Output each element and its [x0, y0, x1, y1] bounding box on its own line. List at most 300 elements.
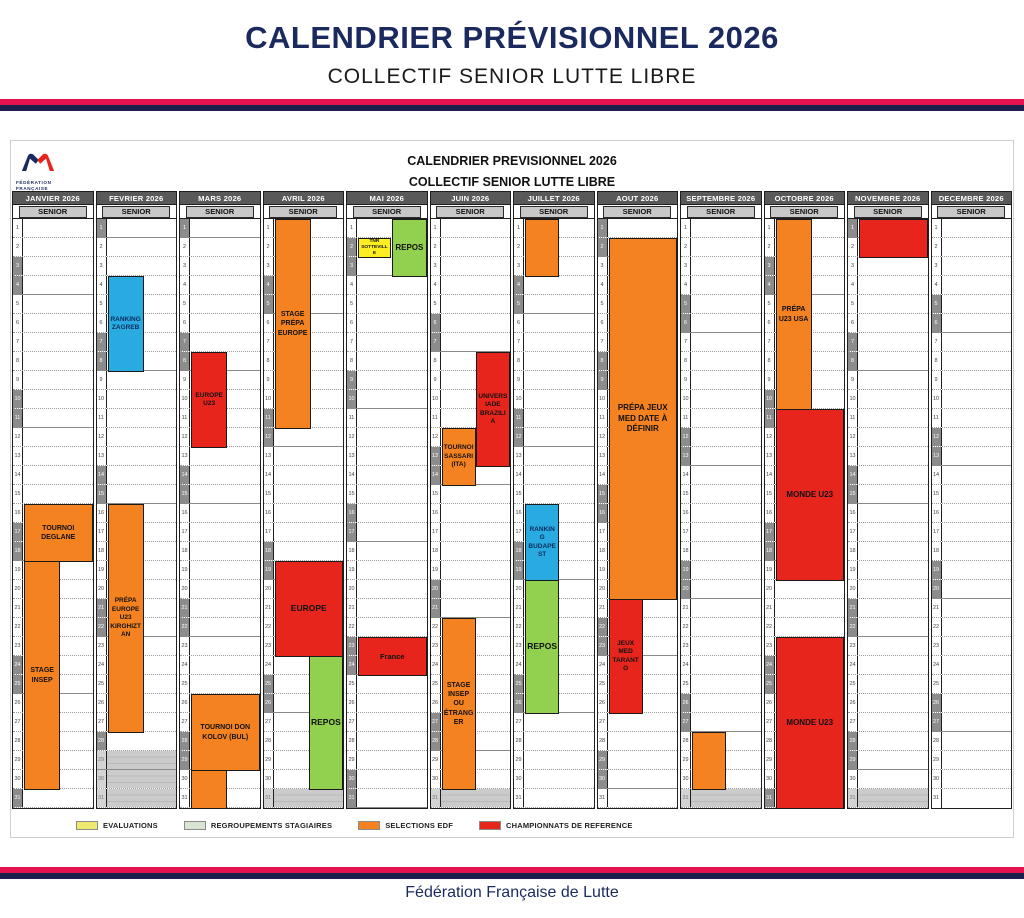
- day-row: [13, 276, 93, 295]
- day-area: [357, 333, 427, 351]
- month-column: [179, 191, 261, 809]
- senior-row: [598, 205, 678, 219]
- day-number-cell: 16: [932, 504, 942, 522]
- day-row: [932, 219, 1012, 238]
- day-number-cell: 7: [598, 333, 608, 351]
- day-row: [932, 371, 1012, 390]
- day-row: [681, 485, 761, 504]
- day-area: [23, 485, 93, 503]
- day-number-cell: 2: [848, 238, 858, 256]
- day-area: [858, 751, 928, 769]
- day-area: [942, 523, 1012, 541]
- day-number-cell: 21: [347, 599, 357, 617]
- day-row: [598, 789, 678, 808]
- day-area: [524, 447, 594, 465]
- day-number-cell: 24: [598, 656, 608, 674]
- day-number-cell: 7: [932, 333, 942, 351]
- day-number-cell: 19: [13, 561, 23, 579]
- day-row: [932, 599, 1012, 618]
- day-row: [848, 675, 928, 694]
- event-block: France: [358, 637, 427, 676]
- event-block: REPOS: [309, 656, 343, 790]
- day-area: [107, 447, 177, 465]
- day-number-cell: 20: [97, 580, 107, 598]
- day-row: [347, 618, 427, 637]
- day-area: [942, 352, 1012, 370]
- day-area: [274, 789, 344, 807]
- day-row: [180, 295, 260, 314]
- day-number-cell: 9: [180, 371, 190, 389]
- day-area: [858, 257, 928, 275]
- day-area: [23, 352, 93, 370]
- day-number-cell: 24: [514, 656, 524, 674]
- day-number-cell: 27: [681, 713, 691, 731]
- event-block: STAGE INSEP OU ÉTRANGER: [442, 618, 476, 790]
- day-number-cell: 16: [598, 504, 608, 522]
- day-number-cell: 25: [681, 675, 691, 693]
- day-area: [608, 219, 678, 237]
- day-number-cell: 28: [264, 732, 274, 750]
- senior-row: [514, 205, 594, 219]
- day-area: [858, 656, 928, 674]
- day-row: [13, 390, 93, 409]
- day-number-cell: 16: [514, 504, 524, 522]
- day-row: [848, 276, 928, 295]
- day-number-cell: 23: [264, 637, 274, 655]
- day-number-cell: 27: [598, 713, 608, 731]
- day-number-cell: 12: [264, 428, 274, 446]
- day-row: [431, 314, 511, 333]
- senior-row: [932, 205, 1012, 219]
- day-row: [765, 599, 845, 618]
- header-divider: [0, 99, 1024, 111]
- event-block: TOURNOI DON KOLOV (BUL): [191, 694, 260, 771]
- day-row: [681, 694, 761, 713]
- day-number-cell: 21: [932, 599, 942, 617]
- day-row: [13, 789, 93, 808]
- day-number-cell: 13: [848, 447, 858, 465]
- day-number-cell: 22: [13, 618, 23, 636]
- month-column: [96, 191, 178, 809]
- day-area: [691, 409, 761, 427]
- day-area: [107, 428, 177, 446]
- day-row: [431, 599, 511, 618]
- day-number-cell: 31: [598, 789, 608, 807]
- day-number-cell: 21: [681, 599, 691, 617]
- day-row: [848, 447, 928, 466]
- day-row: [848, 732, 928, 751]
- day-area: [942, 618, 1012, 636]
- day-area: [441, 599, 511, 617]
- day-number-cell: 29: [765, 751, 775, 769]
- month-header: AOUT 2026: [598, 192, 678, 205]
- day-number-cell: 10: [347, 390, 357, 408]
- day-area: [608, 713, 678, 731]
- day-number-cell: 16: [848, 504, 858, 522]
- day-row: [347, 542, 427, 561]
- day-grid: [180, 219, 260, 808]
- day-number-cell: 15: [765, 485, 775, 503]
- day-area: [691, 447, 761, 465]
- day-area: [107, 732, 177, 750]
- day-area: [441, 219, 511, 237]
- month-header: JUILLET 2026: [514, 192, 594, 205]
- day-number-cell: 13: [97, 447, 107, 465]
- day-row: [848, 257, 928, 276]
- day-number-cell: 28: [431, 732, 441, 750]
- day-row: [514, 390, 594, 409]
- day-number-cell: 13: [514, 447, 524, 465]
- day-number-cell: 18: [13, 542, 23, 560]
- senior-row: [180, 205, 260, 219]
- day-area: [942, 789, 1012, 808]
- day-area: [190, 276, 260, 294]
- senior-subheader: SENIOR: [102, 206, 170, 218]
- day-number-cell: 9: [97, 371, 107, 389]
- day-row: [264, 485, 344, 504]
- event-block: STAGE INSEP: [24, 561, 60, 790]
- day-number-cell: 26: [848, 694, 858, 712]
- day-area: [858, 523, 928, 541]
- day-number-cell: 30: [347, 770, 357, 788]
- day-number-cell: 22: [264, 618, 274, 636]
- day-area: [608, 789, 678, 807]
- day-number-cell: 14: [932, 466, 942, 484]
- day-row: [932, 542, 1012, 561]
- day-number-cell: 21: [13, 599, 23, 617]
- day-number-cell: 31: [97, 789, 107, 807]
- day-area: [691, 618, 761, 636]
- day-number-cell: 27: [264, 713, 274, 731]
- day-area: [524, 314, 594, 332]
- day-area: [524, 428, 594, 446]
- day-area: [858, 485, 928, 503]
- event-block: TOURNOI DEGLANE: [24, 504, 93, 562]
- day-row: [848, 751, 928, 770]
- day-row: [932, 409, 1012, 428]
- day-row: [848, 352, 928, 371]
- day-area: [858, 561, 928, 579]
- day-number-cell: 25: [264, 675, 274, 693]
- day-number-cell: 11: [681, 409, 691, 427]
- day-number-cell: 2: [13, 238, 23, 256]
- day-number-cell: 10: [180, 390, 190, 408]
- day-number-cell: 19: [932, 561, 942, 579]
- day-row: [848, 523, 928, 542]
- event-block: PRÉPA U23 USA: [776, 219, 812, 410]
- day-row: [264, 523, 344, 542]
- day-area: [274, 466, 344, 484]
- day-area: [775, 580, 845, 598]
- day-number-cell: 26: [598, 694, 608, 712]
- day-area: [942, 219, 1012, 237]
- day-area: [858, 580, 928, 598]
- day-row: [264, 789, 344, 808]
- day-number-cell: 31: [13, 789, 23, 807]
- day-row: [598, 770, 678, 789]
- day-number-cell: 5: [264, 295, 274, 313]
- day-number-cell: 21: [598, 599, 608, 617]
- day-row: [97, 751, 177, 770]
- day-number-cell: 29: [681, 751, 691, 769]
- day-number-cell: 2: [264, 238, 274, 256]
- day-row: [180, 276, 260, 295]
- day-number-cell: 14: [97, 466, 107, 484]
- day-row: [97, 390, 177, 409]
- day-row: [347, 580, 427, 599]
- day-area: [942, 333, 1012, 351]
- day-area: [357, 466, 427, 484]
- day-number-cell: 23: [848, 637, 858, 655]
- day-number-cell: 15: [97, 485, 107, 503]
- day-number-cell: 10: [514, 390, 524, 408]
- day-number-cell: 26: [765, 694, 775, 712]
- day-row: [514, 276, 594, 295]
- day-number-cell: 8: [347, 352, 357, 370]
- day-number-cell: 12: [97, 428, 107, 446]
- day-number-cell: 24: [13, 656, 23, 674]
- page-header: [0, 0, 1024, 99]
- day-number-cell: 22: [765, 618, 775, 636]
- day-grid: [598, 219, 678, 808]
- day-number-cell: 23: [681, 637, 691, 655]
- day-number-cell: 17: [431, 523, 441, 541]
- day-number-cell: 11: [514, 409, 524, 427]
- day-area: [23, 466, 93, 484]
- day-number-cell: 21: [431, 599, 441, 617]
- day-area: [107, 751, 177, 769]
- day-number-cell: 17: [97, 523, 107, 541]
- day-row: [431, 789, 511, 808]
- day-row: [932, 713, 1012, 732]
- day-number-cell: 26: [431, 694, 441, 712]
- day-number-cell: 5: [347, 295, 357, 313]
- day-area: [608, 732, 678, 750]
- day-area: [942, 390, 1012, 408]
- day-area: [357, 694, 427, 712]
- day-number-cell: 16: [97, 504, 107, 522]
- day-number-cell: 28: [848, 732, 858, 750]
- month-header: MAI 2026: [347, 192, 427, 205]
- day-number-cell: 31: [765, 789, 775, 807]
- day-row: [681, 333, 761, 352]
- day-number-cell: 15: [932, 485, 942, 503]
- day-row: [347, 675, 427, 694]
- senior-subheader: SENIOR: [770, 206, 838, 218]
- day-number-cell: 20: [264, 580, 274, 598]
- day-number-cell: 2: [598, 238, 608, 256]
- day-number-cell: 28: [681, 732, 691, 750]
- day-row: [347, 428, 427, 447]
- day-row: [431, 295, 511, 314]
- navy-stripe: [0, 105, 1024, 111]
- day-number-cell: 5: [180, 295, 190, 313]
- day-area: [357, 675, 427, 693]
- day-row: [180, 447, 260, 466]
- day-area: [190, 219, 260, 237]
- day-number-cell: 14: [180, 466, 190, 484]
- day-row: [13, 238, 93, 257]
- day-row: [681, 428, 761, 447]
- day-area: [23, 257, 93, 275]
- day-number-cell: 24: [848, 656, 858, 674]
- day-number-cell: 24: [347, 656, 357, 674]
- day-area: [942, 447, 1012, 465]
- day-area: [942, 656, 1012, 674]
- day-number-cell: 6: [598, 314, 608, 332]
- day-row: [97, 466, 177, 485]
- day-number-cell: 17: [765, 523, 775, 541]
- day-grid: [765, 219, 845, 808]
- day-number-cell: 10: [431, 390, 441, 408]
- day-number-cell: 29: [598, 751, 608, 769]
- day-number-cell: 28: [13, 732, 23, 750]
- day-grid: [97, 219, 177, 808]
- day-number-cell: 6: [180, 314, 190, 332]
- day-number-cell: 23: [347, 637, 357, 655]
- day-area: [23, 219, 93, 237]
- day-row: [932, 504, 1012, 523]
- day-row: [848, 371, 928, 390]
- day-number-cell: 16: [180, 504, 190, 522]
- day-number-cell: 30: [598, 770, 608, 788]
- day-number-cell: 15: [180, 485, 190, 503]
- month-column: [430, 191, 512, 809]
- day-row: [681, 656, 761, 675]
- day-number-cell: 1: [681, 219, 691, 237]
- day-row: [848, 580, 928, 599]
- day-number-cell: 15: [598, 485, 608, 503]
- day-number-cell: 31: [681, 789, 691, 807]
- day-row: [848, 618, 928, 637]
- day-row: [97, 789, 177, 808]
- day-area: [441, 523, 511, 541]
- day-row: [681, 789, 761, 808]
- day-area: [107, 409, 177, 427]
- day-area: [357, 428, 427, 446]
- day-number-cell: 9: [514, 371, 524, 389]
- day-area: [524, 466, 594, 484]
- day-number-cell: 4: [681, 276, 691, 294]
- day-number-cell: 6: [431, 314, 441, 332]
- day-number-cell: 23: [514, 637, 524, 655]
- day-number-cell: 7: [97, 333, 107, 351]
- day-row: [681, 295, 761, 314]
- day-area: [691, 238, 761, 256]
- day-number-cell: 5: [598, 295, 608, 313]
- day-row: [848, 504, 928, 523]
- event-block: EUROPE U23: [191, 352, 227, 448]
- month-header: NOVEMBRE 2026: [848, 192, 928, 205]
- day-number-cell: 21: [97, 599, 107, 617]
- day-number-cell: 25: [180, 675, 190, 693]
- day-number-cell: 30: [765, 770, 775, 788]
- day-row: [180, 238, 260, 257]
- day-number-cell: 15: [681, 485, 691, 503]
- day-area: [357, 580, 427, 598]
- senior-subheader: SENIOR: [269, 206, 337, 218]
- day-row: [681, 713, 761, 732]
- day-number-cell: 14: [848, 466, 858, 484]
- day-number-cell: 10: [13, 390, 23, 408]
- day-area: [23, 789, 93, 807]
- day-number-cell: 7: [514, 333, 524, 351]
- day-number-cell: 12: [598, 428, 608, 446]
- day-row: [347, 466, 427, 485]
- day-row: [13, 333, 93, 352]
- day-area: [357, 485, 427, 503]
- senior-subheader: SENIOR: [603, 206, 671, 218]
- day-area: [23, 447, 93, 465]
- day-area: [691, 371, 761, 389]
- day-area: [942, 409, 1012, 427]
- day-row: [180, 656, 260, 675]
- day-row: [598, 732, 678, 751]
- day-number-cell: 16: [431, 504, 441, 522]
- day-number-cell: 29: [347, 751, 357, 769]
- day-area: [107, 371, 177, 389]
- day-row: [848, 295, 928, 314]
- day-number-cell: 11: [13, 409, 23, 427]
- day-area: [23, 371, 93, 389]
- day-area: [107, 238, 177, 256]
- day-area: [691, 466, 761, 484]
- day-area: [357, 523, 427, 541]
- month-column: [513, 191, 595, 809]
- day-area: [858, 675, 928, 693]
- day-number-cell: 18: [681, 542, 691, 560]
- day-grid: [431, 219, 511, 808]
- day-number-cell: 20: [431, 580, 441, 598]
- day-number-cell: 26: [514, 694, 524, 712]
- day-number-cell: 8: [848, 352, 858, 370]
- day-number-cell: 20: [932, 580, 942, 598]
- day-area: [942, 295, 1012, 313]
- day-number-cell: 10: [598, 390, 608, 408]
- day-number-cell: 3: [598, 257, 608, 275]
- navy-stripe: [0, 873, 1024, 879]
- day-number-cell: 1: [431, 219, 441, 237]
- day-grid: [848, 219, 928, 808]
- day-number-cell: 26: [264, 694, 274, 712]
- day-number-cell: 1: [180, 219, 190, 237]
- day-area: [190, 314, 260, 332]
- day-area: [274, 523, 344, 541]
- day-area: [357, 618, 427, 636]
- day-row: [932, 447, 1012, 466]
- day-number-cell: 5: [848, 295, 858, 313]
- day-area: [357, 732, 427, 750]
- day-area: [524, 409, 594, 427]
- day-row: [97, 447, 177, 466]
- day-area: [858, 390, 928, 408]
- day-number-cell: 23: [13, 637, 23, 655]
- day-number-cell: 1: [765, 219, 775, 237]
- day-number-cell: 5: [765, 295, 775, 313]
- day-area: [858, 333, 928, 351]
- day-area: [942, 561, 1012, 579]
- day-area: [691, 675, 761, 693]
- day-area: [691, 314, 761, 332]
- day-row: [932, 561, 1012, 580]
- day-row: [180, 618, 260, 637]
- day-number-cell: 25: [848, 675, 858, 693]
- day-row: [347, 409, 427, 428]
- day-number-cell: 9: [681, 371, 691, 389]
- day-area: [190, 466, 260, 484]
- day-number-cell: 20: [765, 580, 775, 598]
- day-number-cell: 17: [13, 523, 23, 541]
